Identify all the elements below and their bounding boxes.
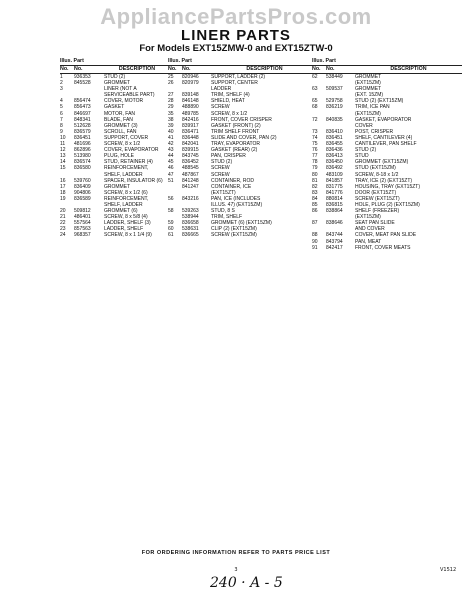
part-description: STUD, RETAINER (4) — [104, 159, 153, 166]
header-illus-part: Illus. Part — [60, 58, 84, 64]
part-number: 836815 — [326, 201, 343, 208]
part-number: 848341 — [74, 116, 91, 123]
part-description: SCREW, 8-18 x 1/2 — [355, 171, 399, 178]
illus-number: 5 — [60, 104, 63, 111]
illus-number: 21 — [60, 214, 66, 221]
illus-number: 9 — [60, 128, 63, 135]
ordering-footer: FOR ORDERING INFORMATION REFER TO PARTS PRICE LIST — [141, 550, 331, 556]
part-number: 838646 — [326, 220, 343, 227]
part-number: 841776 — [326, 189, 343, 196]
part-description: LADDER — [211, 86, 232, 93]
part-number: 846148 — [182, 98, 199, 105]
illus-number: 83 — [312, 189, 318, 196]
part-description: SCREW, 8 x 1/2 — [211, 110, 248, 117]
illus-number: 90 — [312, 238, 318, 245]
part-description: PAN, ICE (INCLUDES — [211, 195, 261, 202]
part-description: SCREW — [211, 104, 230, 111]
part-number: 486401 — [74, 214, 91, 221]
document-code: V1512 — [440, 567, 457, 573]
header-part-no: No. — [326, 66, 335, 72]
part-number: 836436 — [326, 147, 343, 154]
illus-number: 43 — [168, 147, 174, 154]
header-description: DESCRIPTION — [118, 66, 156, 72]
illus-number: 2 — [60, 80, 63, 87]
illus-number: 8 — [60, 122, 63, 129]
part-description: (EXT15ZM) — [355, 110, 381, 117]
illus-number: 80 — [312, 171, 318, 178]
illus-number: 47 — [168, 171, 174, 178]
part-description: STUD (2) (EXT15ZM) — [355, 98, 404, 105]
part-number: 843744 — [326, 232, 343, 239]
part-description: GROMMET — [104, 183, 131, 190]
part-number: 512628 — [74, 122, 91, 129]
part-number: 836219 — [326, 104, 343, 111]
part-description: SHELF, LADDER — [104, 201, 143, 208]
illus-number: 15 — [60, 165, 66, 172]
illus-number: 6 — [60, 110, 63, 117]
column-header — [312, 58, 462, 74]
part-number: 557564 — [74, 220, 91, 227]
part-description: PLUG, HOLE — [104, 153, 135, 160]
part-number: 840835 — [326, 116, 343, 123]
part-description: TRAY, ICE (2) (EXT15ZT) — [355, 177, 413, 184]
illus-number: 44 — [168, 153, 174, 160]
part-description: TRIM SHELF FRONT — [211, 128, 260, 135]
illus-number: 51 — [168, 177, 174, 184]
part-description: SHELF, CANTILEVER (4) — [355, 134, 413, 141]
illus-number: 56 — [168, 195, 174, 202]
part-number: 481696 — [74, 141, 91, 148]
part-number: 836492 — [326, 165, 343, 172]
part-number: 856473 — [74, 104, 91, 111]
part-number: 836451 — [326, 134, 343, 141]
illus-number: 78 — [312, 159, 318, 166]
part-number: 836448 — [182, 134, 199, 141]
part-number: 529758 — [326, 98, 343, 105]
part-description: CONTAINER, ROD — [211, 177, 254, 184]
illus-number: 20 — [60, 208, 66, 215]
part-number: 836665 — [182, 232, 199, 239]
part-description: SEAT PAN SLIDE — [355, 220, 395, 227]
part-description: GROMMET (6) (EXT15ZM) — [211, 220, 272, 227]
illus-number: 1 — [60, 74, 63, 80]
part-number: 820946 — [182, 74, 199, 80]
part-description: SHIELD, HEAT — [211, 98, 245, 105]
part-number: 836410 — [326, 128, 343, 135]
part-description: (EXT. 15ZM) — [355, 92, 384, 99]
parts-row — [60, 232, 170, 238]
part-description: CANTILEVER, PAN SHELF — [355, 141, 417, 148]
parts-column-2 — [168, 58, 318, 239]
illus-number: 26 — [168, 80, 174, 87]
header-no: No. — [312, 66, 321, 72]
part-number: 843745 — [182, 153, 199, 160]
part-description: (EXT15ZT) — [211, 189, 236, 196]
part-description: GASKET — [104, 104, 125, 111]
part-description: LINER (NOT A — [104, 86, 137, 93]
header-illus-part: Illus. Part — [312, 58, 336, 64]
part-description: PAN, MEAT — [355, 238, 382, 245]
part-number: 843216 — [182, 195, 199, 202]
part-number: 489785 — [182, 110, 199, 117]
part-description: (EXT15ZM) — [355, 214, 381, 221]
illus-number: 72 — [312, 116, 318, 123]
illus-number: 7 — [60, 116, 63, 123]
part-description: STUD — [355, 153, 369, 160]
illus-number: 60 — [168, 226, 174, 233]
illus-number: 77 — [312, 153, 318, 160]
part-number: 836413 — [326, 153, 343, 160]
illus-number: 75 — [312, 141, 318, 148]
part-number: 836409 — [74, 183, 91, 190]
page-number: 3 — [234, 567, 238, 573]
illus-number: 28 — [168, 98, 174, 105]
part-description: STUD (2) — [211, 159, 233, 166]
part-description: PAN, CRISPER — [211, 153, 246, 160]
part-description: STUD (2) — [355, 147, 377, 154]
part-description: TRIM, SHELF — [211, 214, 243, 221]
part-number: 862896 — [74, 147, 91, 154]
illus-number: 14 — [60, 159, 66, 166]
part-number: 841857 — [326, 177, 343, 184]
part-description: TRIM, ICE PAN — [355, 104, 390, 111]
illus-number: 63 — [312, 86, 318, 93]
part-number: 836579 — [74, 128, 91, 135]
part-number: 839917 — [182, 122, 199, 129]
part-description: SUPPORT, COVER — [104, 134, 149, 141]
illus-number: 68 — [312, 104, 318, 111]
header-illus-part: Illus. Part — [168, 58, 192, 64]
part-number: 836451 — [74, 134, 91, 141]
part-description: FRONT, COVER CRISPER — [211, 116, 272, 123]
illus-number: 12 — [60, 147, 66, 154]
part-description: SERVICEABLE PART) — [104, 92, 155, 99]
part-description: GASKET (REAR) (2) — [211, 147, 258, 154]
illus-number: 25 — [168, 74, 174, 80]
part-number: 968357 — [74, 232, 91, 239]
illus-number: 45 — [168, 159, 174, 166]
header-description: DESCRIPTION — [390, 66, 427, 72]
part-description: BLADE, FAN — [104, 116, 133, 123]
illus-number: 23 — [60, 226, 66, 233]
parts-column-3 — [312, 58, 462, 251]
part-description: SCROLL, FAN — [104, 128, 137, 135]
part-description: AND COVER — [355, 226, 385, 233]
part-number: 513980 — [74, 153, 91, 160]
part-description: REINFORCEMENT, — [104, 165, 149, 172]
part-number: 839148 — [182, 92, 199, 99]
illus-number: 91 — [312, 244, 318, 251]
part-number: 538449 — [326, 74, 343, 80]
illus-number: 11 — [60, 141, 66, 148]
header-description: DESCRIPTION — [246, 66, 283, 72]
illus-number: 39 — [168, 122, 174, 129]
part-description: GROMMET — [104, 80, 131, 87]
part-description: SUPPORT, CENTER — [211, 80, 258, 87]
part-number: 831775 — [326, 183, 343, 190]
illus-number: 76 — [312, 147, 318, 154]
illus-number: 58 — [168, 208, 174, 215]
part-number: 856474 — [74, 98, 91, 105]
part-description: GROMMET (6) — [104, 208, 138, 215]
illus-number: 18 — [60, 189, 66, 196]
illus-number: 59 — [168, 220, 174, 227]
part-number: 483109 — [326, 171, 343, 178]
part-description: SUPPORT, LADDER (2) — [211, 74, 266, 80]
illus-number: 29 — [168, 104, 174, 111]
part-description: (EXT15ZM) — [355, 80, 381, 87]
part-number: 842417 — [326, 244, 343, 251]
part-number: 843794 — [326, 238, 343, 245]
parts-list — [312, 74, 462, 251]
part-description: CLIP (2) (EXT15ZM) — [211, 226, 257, 233]
part-description: SCREW, 8 x 1 1/4 (9) — [104, 232, 152, 239]
part-description: REINFORCEMENT, — [104, 195, 149, 202]
part-description: SPACER, INSULATOR (6) — [104, 177, 163, 184]
illus-number: 62 — [312, 74, 318, 80]
part-description: GROMMET (3) — [104, 122, 138, 129]
column-header — [168, 58, 318, 74]
illus-number: 86 — [312, 208, 318, 215]
part-number: 838864 — [326, 208, 343, 215]
handwritten-note: 240 · A - 5 — [210, 575, 283, 591]
header-no: No. — [60, 66, 69, 72]
part-description: STUD (EXT15ZM) — [355, 165, 396, 172]
illus-number: 38 — [168, 116, 174, 123]
part-description: SCREW (EXT15ZT) — [355, 195, 400, 202]
part-description: TRIM, SHELF (4) — [211, 92, 250, 99]
part-description: GROMMET — [355, 86, 382, 93]
part-description: SHELF (FREEZER) — [355, 208, 400, 215]
illus-number: 81 — [312, 177, 318, 184]
part-description: LADDER, SHELF — [104, 226, 144, 233]
illus-number: 85 — [312, 201, 318, 208]
part-number: 509812 — [74, 208, 91, 215]
part-description: TRAY, EVAPORATOR — [211, 141, 260, 148]
illus-number: 84 — [312, 195, 318, 202]
illus-number: 27 — [168, 92, 174, 99]
part-description: CONTAINER, ICE — [211, 183, 252, 190]
illus-number: 42 — [168, 141, 174, 148]
illus-number: 35 — [168, 110, 174, 117]
part-number: 836574 — [74, 159, 91, 166]
part-number: 842416 — [182, 116, 199, 123]
part-description: SCREW — [211, 171, 230, 178]
part-number: 846697 — [74, 110, 91, 117]
part-number: 836452 — [182, 159, 199, 166]
parts-row — [312, 245, 462, 251]
part-description: COVER, EVAPORATOR — [104, 147, 159, 154]
part-number: 904806 — [74, 189, 91, 196]
parts-list — [60, 74, 170, 239]
header-part-no: No. — [182, 66, 191, 72]
site-watermark: AppliancePartsPros.com — [100, 4, 372, 29]
illus-number: 13 — [60, 153, 66, 160]
illus-number: 61 — [168, 232, 174, 239]
illus-number: 3 — [60, 86, 63, 93]
part-description: POST, CRISPER — [355, 128, 394, 135]
part-number: 488545 — [182, 165, 199, 172]
illus-number: 40 — [168, 128, 174, 135]
part-description: SCREW (EXT15ZM) — [211, 232, 257, 239]
illus-number: 17 — [60, 183, 66, 190]
part-description: GASKET, EVAPORATOR — [355, 116, 412, 123]
illus-number: 74 — [312, 134, 318, 141]
illus-number: 19 — [60, 195, 66, 202]
part-number: 880814 — [326, 195, 343, 202]
part-number: 539263 — [182, 208, 199, 215]
part-description: GASKET (FRONT) (2) — [211, 122, 261, 129]
page-subtitle: For Models EXT15ZMW-0 and EXT15ZTW-0 — [139, 43, 333, 54]
part-description: DOOR (EXT15ZT) — [355, 189, 397, 196]
part-number: 841247 — [182, 183, 199, 190]
part-number: 538631 — [182, 226, 199, 233]
part-number: 836455 — [326, 141, 343, 148]
part-number: 936353 — [74, 74, 91, 80]
part-number: 836658 — [182, 220, 199, 227]
part-description: SCREW, 8 x 1/2 (6) — [104, 189, 148, 196]
part-description: SHELF, LADDER — [104, 171, 143, 178]
part-number: 539760 — [74, 177, 91, 184]
page-title: LINER PARTS — [181, 27, 291, 44]
illus-number: 87 — [312, 220, 318, 227]
part-description: FRONT, COVER MEATS — [355, 244, 411, 251]
part-number: 836589 — [74, 195, 91, 202]
part-description: STUD (2) — [104, 74, 126, 80]
parts-list — [168, 74, 318, 239]
part-number: 820979 — [182, 80, 199, 87]
part-description: SCREW — [211, 165, 230, 172]
part-number: 836580 — [74, 165, 91, 172]
illus-number: 73 — [312, 128, 318, 135]
part-description: HOUSING, TRAY (EXT15ZT) — [355, 183, 421, 190]
header-no: No. — [168, 66, 177, 72]
illus-number: 4 — [60, 98, 63, 105]
illus-number: 46 — [168, 165, 174, 172]
part-description: GROMMET — [355, 74, 382, 80]
parts-column-1 — [60, 58, 170, 239]
illus-number: 41 — [168, 134, 174, 141]
illus-number: 22 — [60, 220, 66, 227]
part-description: COVER, MEAT PAN SLIDE — [355, 232, 417, 239]
illus-number: 16 — [60, 177, 66, 184]
part-description: STUD, 8 S — [211, 208, 235, 215]
part-number: 839915 — [182, 147, 199, 154]
part-description: SCREW, 8 x 1/2 — [104, 141, 141, 148]
part-description: COVER, MOTOR — [104, 98, 144, 105]
part-number: 857563 — [74, 226, 91, 233]
part-number: 836471 — [182, 128, 199, 135]
part-number: 509537 — [326, 86, 343, 93]
part-description: MOTOR, FAN — [104, 110, 136, 117]
part-description: GROMMET (EXT15ZM) — [355, 159, 409, 166]
illus-number: 82 — [312, 183, 318, 190]
part-description: SLIDE AND COVER, PAN (2) — [211, 134, 277, 141]
illus-number: 10 — [60, 134, 66, 141]
part-number: 488890 — [182, 104, 199, 111]
part-number: 842041 — [182, 141, 199, 148]
part-number: 845528 — [74, 80, 91, 87]
part-description: ILLUS. 47) (EXT15ZM) — [211, 201, 263, 208]
part-description: SCREW, 8 x 5/8 (4) — [104, 214, 148, 221]
part-description: HOLE, PLUG (2) (EXT15ZM) — [355, 201, 420, 208]
illus-number: 88 — [312, 232, 318, 239]
illus-number: 79 — [312, 165, 318, 172]
parts-row — [168, 232, 318, 238]
part-number: 836450 — [326, 159, 343, 166]
part-description: LADDER, SHELF (3) — [104, 220, 151, 227]
part-number: 841248 — [182, 177, 199, 184]
illus-number: 65 — [312, 98, 318, 105]
column-header — [60, 58, 170, 74]
header-part-no: No. — [74, 66, 83, 72]
part-number: 487867 — [182, 171, 199, 178]
part-description: COVER — [355, 122, 373, 129]
illus-number: 24 — [60, 232, 66, 239]
part-number: 538944 — [182, 214, 199, 221]
